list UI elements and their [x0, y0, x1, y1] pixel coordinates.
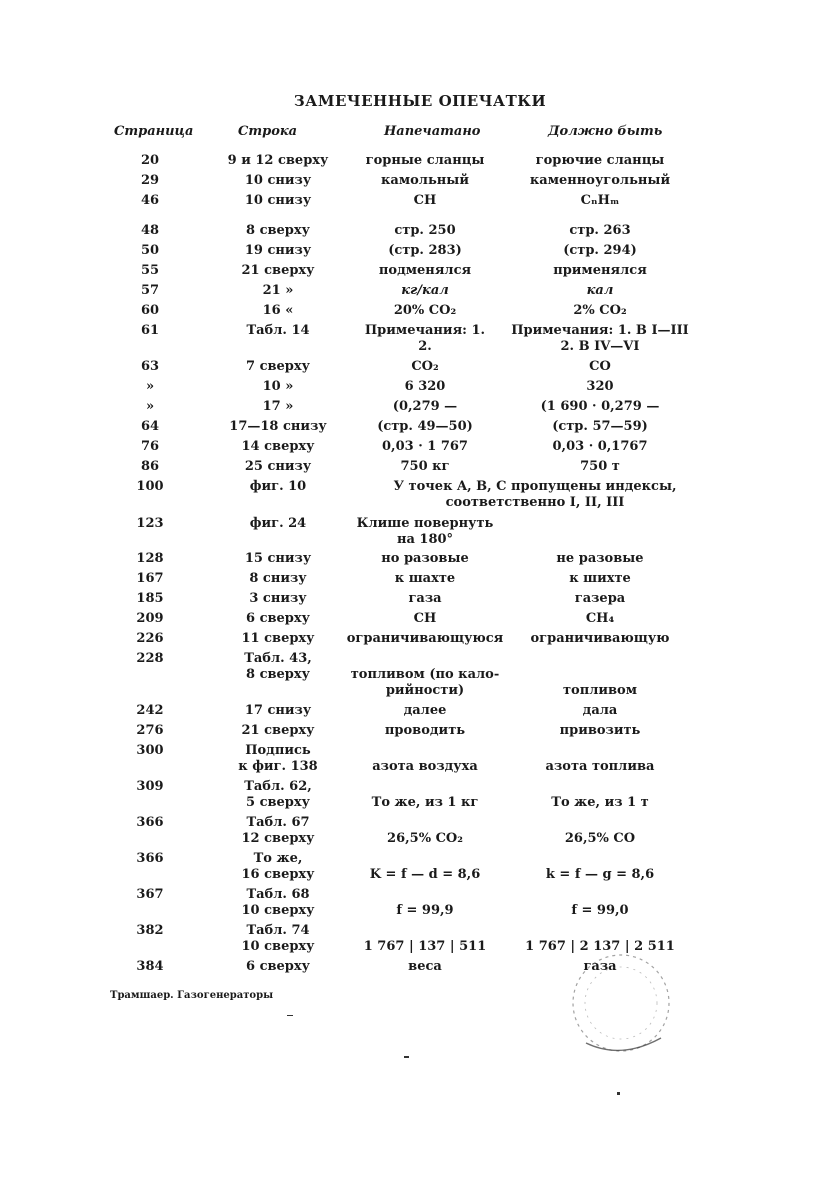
cell-page: 100 [136, 479, 164, 494]
cell-page: 228 [136, 651, 164, 666]
cell-printed: азота воздуха [372, 759, 478, 774]
cell-correct: 1 767 | 2 137 | 2 511 [525, 939, 675, 954]
cell-line: 8 сверху [246, 223, 310, 238]
cell-line: 17 снизу [244, 703, 312, 718]
cell-line: 14 сверху [241, 439, 315, 454]
cell-printed: камольный [381, 173, 469, 188]
cell-page: » [145, 399, 155, 414]
cell-correct: к шихте [569, 571, 631, 586]
cell-correct: ограничивающую [530, 631, 670, 646]
cell-correct: каменноугольный [529, 173, 671, 188]
cell-page: 309 [136, 779, 164, 794]
cell-correct: 0,03 · 0,1767 [552, 439, 648, 454]
cell-line: Подпись к фиг. 138 [238, 743, 318, 774]
cell-printed: газа [408, 591, 442, 606]
cell-line: фиг. 10 [249, 479, 307, 494]
cell-line: 6 сверху [246, 611, 310, 626]
cell-correct: газера [574, 591, 626, 606]
cell-printed: кг/кал [401, 283, 449, 298]
cell-printed: 20% CO₂ [393, 303, 457, 318]
cell-printed: K = f — d = 8,6 [369, 867, 481, 882]
cell-printed: (0,279 — [392, 399, 458, 414]
cell-printed: ограничивающуюся [346, 631, 504, 646]
cell-line: 16 « [262, 303, 294, 318]
cell-printed: веса [408, 959, 442, 974]
cell-line: 7 сверху [246, 359, 310, 374]
cell-correct: (стр. 294) [563, 243, 637, 258]
cell-page: 382 [136, 923, 164, 938]
column-header-correct: Должно быть [548, 124, 663, 139]
cell-page: 86 [140, 459, 160, 474]
cell-correct: CₙHₘ [580, 193, 620, 208]
print-speck [287, 1015, 293, 1016]
cell-printed: подменялся [378, 263, 472, 278]
cell-line: 25 снизу [244, 459, 312, 474]
cell-line: 10 снизу [244, 173, 312, 188]
cell-page: 123 [136, 516, 164, 531]
cell-page: 384 [136, 959, 164, 974]
cell-page: 64 [140, 419, 160, 434]
cell-page: 60 [140, 303, 160, 318]
cell-correct: не разовые [556, 551, 644, 566]
cell-correct: горючие сланцы [535, 153, 665, 168]
cell-page: 46 [140, 193, 160, 208]
cell-printed: (стр. 49—50) [377, 419, 473, 434]
cell-page: 128 [136, 551, 164, 566]
cell-correct: CH₄ [585, 611, 615, 626]
cell-printed: стр. 250 [394, 223, 456, 238]
cell-correct: стр. 263 [569, 223, 631, 238]
cell-correct: k = f — g = 8,6 [545, 867, 655, 882]
cell-correct: То же, из 1 т [551, 795, 649, 810]
cell-correct: f = 99,0 [571, 903, 629, 918]
print-speck [617, 1092, 620, 1095]
cell-printed: CO₂ [411, 359, 439, 374]
cell-line: 3 снизу [249, 591, 307, 606]
cell-printed: топливом (по кало- рийности) [350, 667, 500, 698]
cell-page: 50 [140, 243, 160, 258]
cell-line: 17—18 снизу [229, 419, 327, 434]
cell-printed: проводить [384, 723, 466, 738]
cell-line: 21 » [262, 283, 294, 298]
cell-line: 8 снизу [249, 571, 307, 586]
cell-correct: 750 т [580, 459, 620, 474]
cell-page: 76 [140, 439, 160, 454]
cell-printed: f = 99,9 [396, 903, 454, 918]
cell-page: 367 [136, 887, 164, 902]
cell-page: 300 [136, 743, 164, 758]
cell-correct: 26,5% CO [564, 831, 636, 846]
cell-line: фиг. 24 [249, 516, 307, 531]
cell-line: 19 снизу [244, 243, 312, 258]
page-title: ЗАМЕЧЕННЫЕ ОПЕЧАТКИ [293, 92, 547, 110]
cell-printed: к шахте [394, 571, 456, 586]
cell-note: У точек A, B, C пропущены индексы, соответственно I, II, III [393, 479, 677, 510]
cell-line: 11 сверху [241, 631, 315, 646]
cell-printed: CH [413, 193, 437, 208]
cell-line: 21 сверху [241, 723, 315, 738]
cell-printed: горные сланцы [365, 153, 485, 168]
cell-printed: CH [413, 611, 437, 626]
cell-correct: привозить [559, 723, 641, 738]
cell-correct: кал [586, 283, 614, 298]
cell-page: 63 [140, 359, 160, 374]
column-header-page: Страница [114, 124, 194, 139]
cell-page: 57 [140, 283, 160, 298]
cell-page: 167 [136, 571, 164, 586]
cell-page: 48 [140, 223, 160, 238]
cell-printed: 6 320 [404, 379, 446, 394]
cell-page: 61 [140, 323, 160, 338]
cell-line: Табл. 67 12 сверху [241, 815, 315, 846]
cell-line: Табл. 68 10 сверху [241, 887, 315, 918]
cell-printed: но разовые [381, 551, 469, 566]
cell-printed: далее [403, 703, 447, 718]
cell-page: 20 [140, 153, 160, 168]
cell-correct: 320 [586, 379, 614, 394]
cell-line: Табл. 14 [246, 323, 310, 338]
cell-line: То же, 16 сверху [241, 851, 315, 882]
cell-printed: 750 кг [400, 459, 450, 474]
cell-correct: (стр. 57—59) [552, 419, 648, 434]
cell-printed: Примечания: 1. 2. [364, 323, 486, 354]
cell-correct: газа [583, 959, 617, 974]
cell-line: 10 » [262, 379, 294, 394]
cell-page: 185 [136, 591, 164, 606]
cell-printed: 26,5% CO₂ [387, 831, 463, 846]
footer-book-title: Трамшаер. Газогенераторы [110, 990, 274, 1001]
cell-page: 226 [136, 631, 164, 646]
cell-line: 21 сверху [241, 263, 315, 278]
cell-line: 17 » [262, 399, 294, 414]
cell-correct: применялся [553, 263, 647, 278]
cell-correct: дала [582, 703, 618, 718]
column-header-line: Строка [238, 124, 298, 139]
cell-printed: То же, из 1 кг [371, 795, 479, 810]
cell-printed: (стр. 283) [388, 243, 462, 258]
cell-correct: топливом [562, 683, 638, 698]
cell-page: 29 [140, 173, 160, 188]
cell-correct: 2% CO₂ [573, 303, 627, 318]
cell-correct: азота топлива [545, 759, 655, 774]
cell-line: 9 и 12 сверху [227, 153, 329, 168]
cell-page: 55 [140, 263, 160, 278]
column-header-printed: Напечатано [384, 124, 481, 139]
cell-printed: 0,03 · 1 767 [382, 439, 468, 454]
cell-page: » [145, 379, 155, 394]
cell-page: 366 [136, 851, 164, 866]
cell-line: 6 сверху [246, 959, 310, 974]
cell-correct: (1 690 · 0,279 — [540, 399, 660, 414]
cell-printed: Клише повернуть на 180° [356, 516, 494, 547]
cell-correct: CO [589, 359, 611, 374]
cell-page: 209 [136, 611, 164, 626]
cell-line: Табл. 43, 8 сверху [244, 651, 312, 682]
cell-page: 242 [136, 703, 164, 718]
cell-page: 276 [136, 723, 164, 738]
library-stamp [566, 948, 676, 1058]
cell-line: 15 снизу [244, 551, 312, 566]
cell-page: 366 [136, 815, 164, 830]
cell-correct: Примечания: 1. В I—III 2. В IV—VI [511, 323, 689, 354]
cell-line: Табл. 62, 5 сверху [244, 779, 312, 810]
print-speck [404, 1056, 409, 1058]
cell-line: Табл. 74 10 сверху [241, 923, 315, 954]
cell-printed: 1 767 | 137 | 511 [363, 939, 487, 954]
cell-line: 10 снизу [244, 193, 312, 208]
